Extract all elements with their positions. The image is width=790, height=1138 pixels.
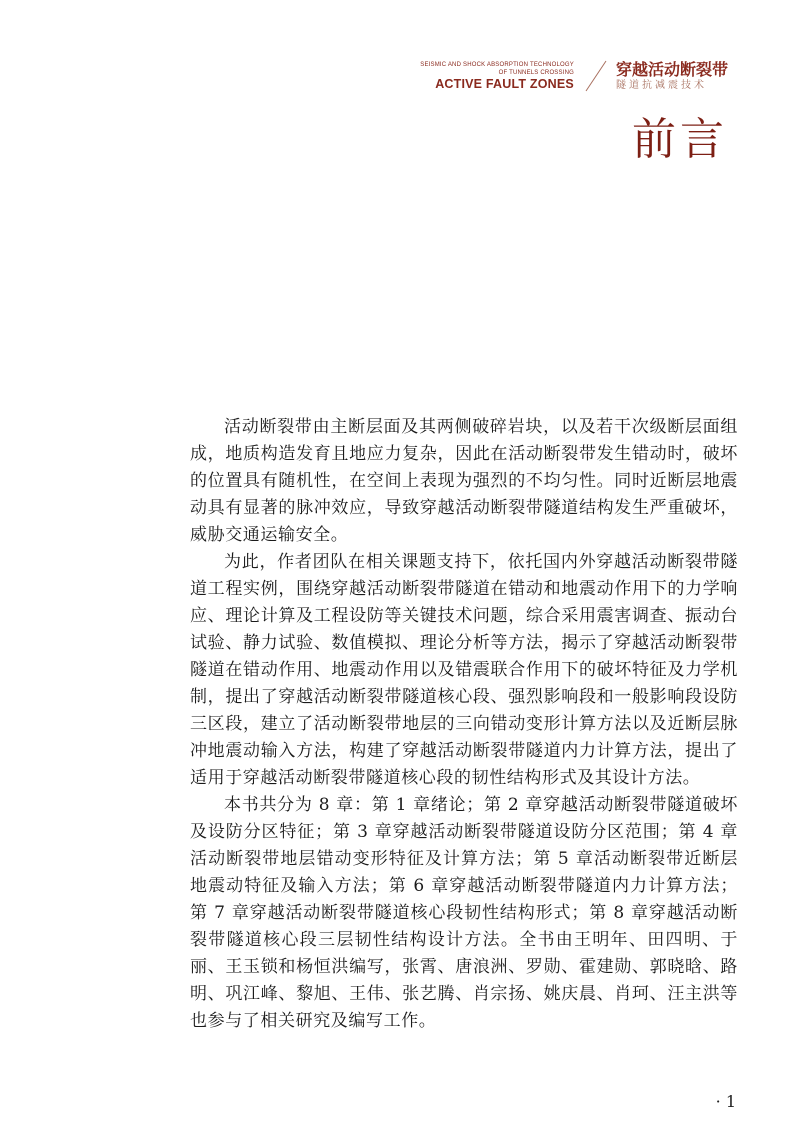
slash-divider-icon (584, 59, 608, 93)
header-en-line3: ACTIVE FAULT ZONES (435, 76, 574, 91)
preface-body (190, 414, 738, 1035)
paragraph: 活动断裂带由主断层面及其两侧破碎岩块，以及若干次级断层面组成，地质构造发育且地应力复杂，因此在活动断裂带发生错动时，破坏的位置具有随机性，在空间上表现为强烈的不均匀性。同时近断层地震动具有显著的脉冲效应，导致穿越活动断裂带隧道结构发生严重破坏，威胁交通运输安全。 (190, 417, 738, 545)
header-english-title (420, 61, 574, 92)
header-en-line2: OF TUNNELS CROSSING (498, 69, 574, 76)
paragraph: 本书共分为 8 章：第 1 章绪论；第 2 章穿越活动断裂带隧道破坏及设防分区特征；第 3 章穿越活动断裂带隧道设防分区范围；第 4 章活动断裂带地层错动变形特征及计算方法；第 5 章活动断裂带近断层地震动特征及输入方法；第 6 章穿越活动断裂带隧道内力计算方法；第 7 章穿越活动断裂带隧道核心段韧性结构形式；第 8 章穿越活动断裂带隧道核心段三层韧性结构设计方法。全书由王明年、田四明、于丽、王玉锁和杨恒洪编写，张霄、唐浪洲、罗勋、霍建勋、郭晓晗、路明、巩江峰、黎旭、王伟、张艺腾、肖宗扬、姚庆晨、肖珂、汪主洪等也参与了相关研究及编写工作。 (190, 795, 738, 1031)
page-number: · 1 (715, 1092, 736, 1111)
header-chinese-title (616, 60, 728, 92)
header-en-line1: SEISMIC AND SHOCK ABSORPTION TECHNOLOGY (420, 61, 574, 68)
header-cn-subtitle: 隧道抗减震技术 (615, 80, 707, 91)
paragraph: 为此，作者团队在相关课题支持下，依托国内外穿越活动断裂带隧道工程实例，围绕穿越活动断裂带隧道在错动和地震动作用下的力学响应、理论计算及工程设防等关键技术问题，综合采用震害调查、振动台试验、静力试验、数值模拟、理论分析等方法，揭示了穿越活动断裂带隧道在错动作用、地震动作用以及错震联合作用下的破坏特征及力学机制，提出了穿越活动断裂带隧道核心段、强烈影响段和一般影响段设防三区段，建立了活动断裂带地层的三向错动变形计算方法以及近断层脉冲地震动输入方法，构建了穿越活动断裂带隧道内力计算方法，提出了适用于穿越活动断裂带隧道核心段的韧性结构形式及其设计方法。 (190, 552, 738, 788)
header-cn-title: 穿越活动断裂带 (615, 60, 728, 79)
page-title: 前言 (632, 114, 728, 165)
running-header (420, 58, 728, 94)
